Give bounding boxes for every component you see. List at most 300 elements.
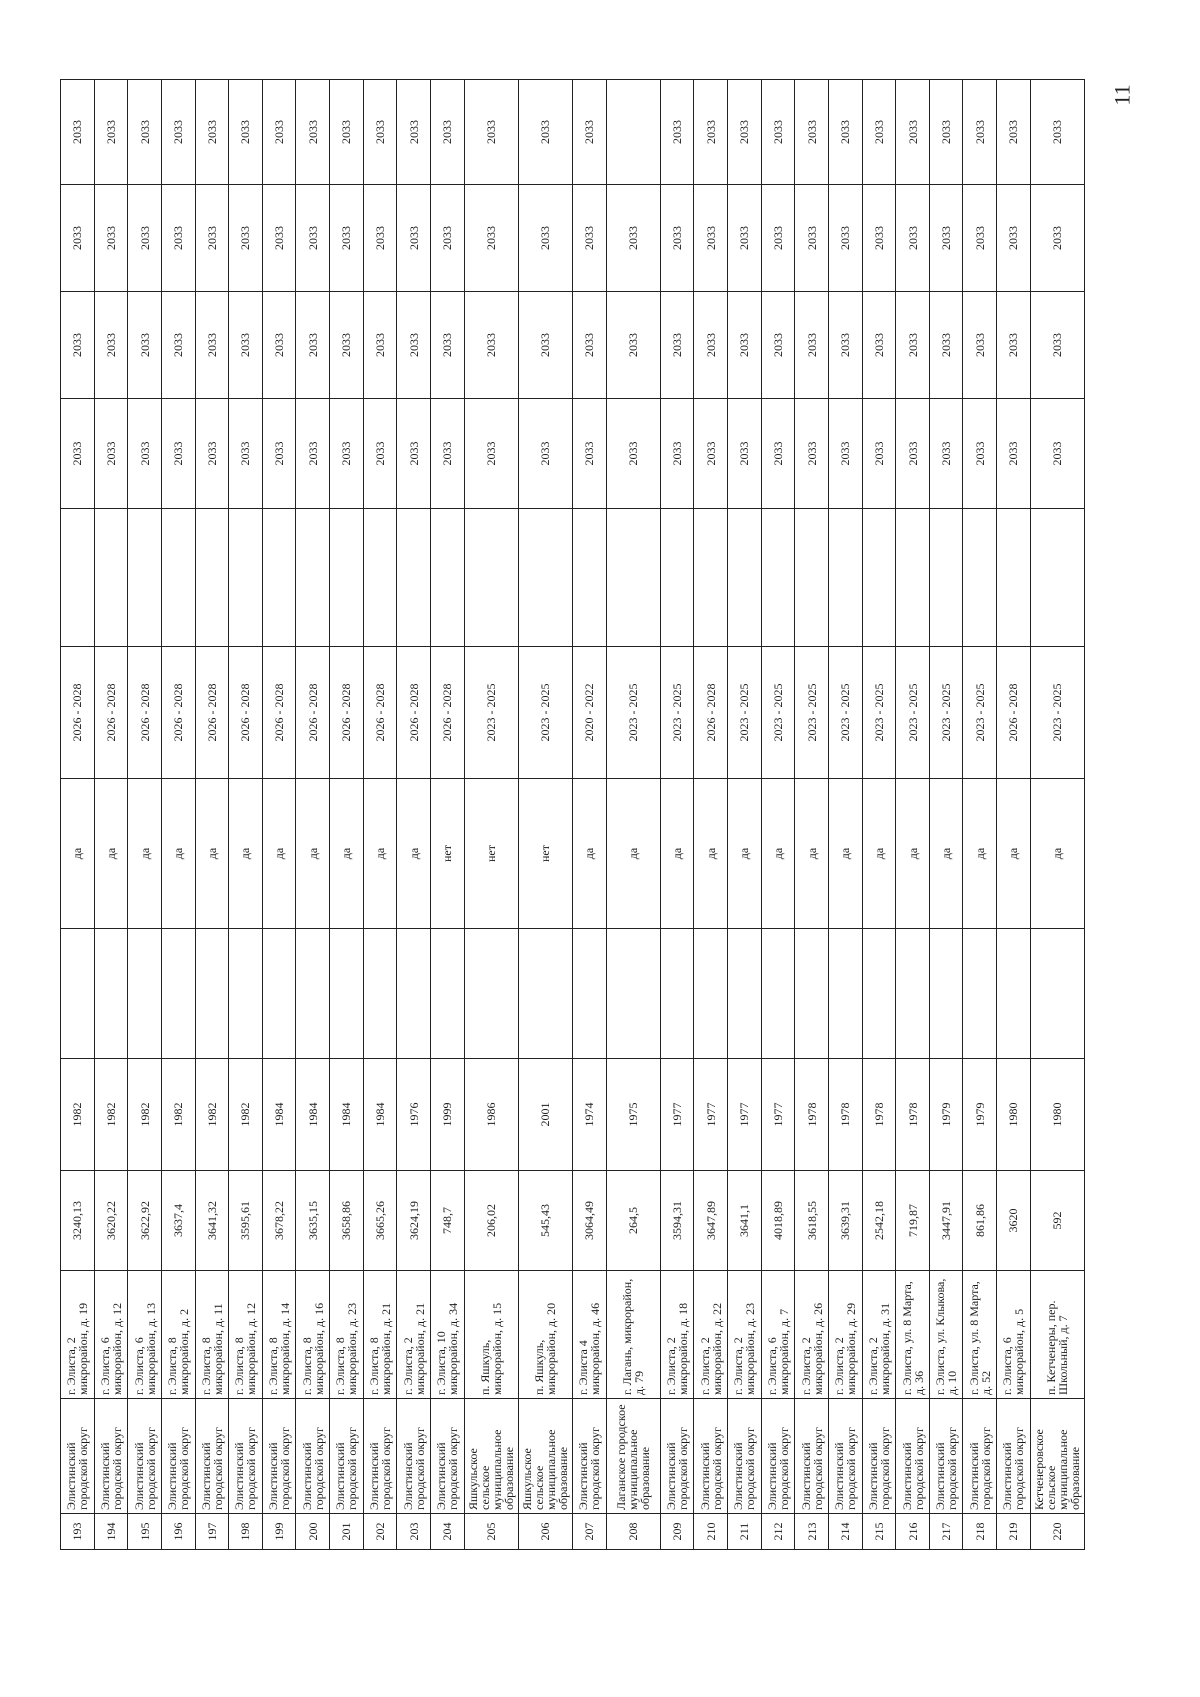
year-cell-3: 2033 — [728, 185, 762, 292]
year-cell-2: 2033 — [397, 292, 431, 399]
area-cell: 719,87 — [896, 1171, 930, 1271]
address-cell: г. Элиста, 8 микрорайон, д. 21 — [363, 1271, 397, 1399]
municipality-cell: Кетченеровское сельское муниципальное образование — [1030, 1399, 1084, 1514]
year-cell-4: 2033 — [761, 80, 795, 185]
year-cell-2: 2033 — [761, 292, 795, 399]
year-cell-1: 2033 — [161, 399, 195, 509]
address-cell: г. Элиста, 2 микрорайон, д. 31 — [862, 1271, 896, 1399]
flag-cell: да — [795, 779, 829, 929]
address-cell: г. Элиста, ул. 8 Марта, д. 36 — [896, 1271, 930, 1399]
year-cell-2: 2033 — [1030, 292, 1084, 399]
housing-repair-table — [60, 79, 1085, 1550]
municipality-cell: Элистинский городской округ — [997, 1399, 1031, 1514]
municipality-cell: Элистинский городской округ — [862, 1399, 896, 1514]
empty-cell — [330, 509, 364, 647]
year-cell-3: 2033 — [195, 185, 229, 292]
year-cell-3: 2033 — [660, 185, 694, 292]
empty-cell — [997, 929, 1031, 1059]
empty-cell — [572, 929, 606, 1059]
year-cell-3: 2033 — [997, 185, 1031, 292]
year-cell-3: 2033 — [128, 185, 162, 292]
empty-cell — [94, 929, 128, 1059]
area-cell: 3641,32 — [195, 1171, 229, 1271]
table-row — [296, 80, 330, 1550]
municipality-cell: Элистинский городской округ — [795, 1399, 829, 1514]
year-cell-2: 2033 — [896, 292, 930, 399]
period-cell: 2023 - 2025 — [862, 647, 896, 779]
year-cell-2: 2033 — [929, 292, 963, 399]
address-cell: г. Элиста, 8 микрорайон, д. 12 — [229, 1271, 263, 1399]
row-number: 213 — [795, 1514, 829, 1550]
municipality-cell: Элистинский городской округ — [397, 1399, 431, 1514]
year-cell-2: 2033 — [606, 292, 660, 399]
year-cell-3: 2033 — [828, 185, 862, 292]
table-row — [195, 80, 229, 1550]
period-cell: 2026 - 2028 — [330, 647, 364, 779]
area-cell: 206,02 — [464, 1171, 518, 1271]
row-number: 209 — [660, 1514, 694, 1550]
build-year-cell: 1984 — [296, 1059, 330, 1171]
year-cell-1: 2033 — [61, 399, 95, 509]
area-cell: 3240,13 — [61, 1171, 95, 1271]
year-cell-4: 2033 — [229, 80, 263, 185]
table-row — [464, 80, 518, 1550]
area-cell: 3639,31 — [828, 1171, 862, 1271]
year-cell-1: 2033 — [262, 399, 296, 509]
empty-cell — [195, 509, 229, 647]
period-cell: 2023 - 2025 — [929, 647, 963, 779]
table-row — [1030, 80, 1084, 1550]
area-cell: 3620 — [997, 1171, 1031, 1271]
row-number: 195 — [128, 1514, 162, 1550]
empty-cell — [430, 509, 464, 647]
year-cell-1: 2033 — [862, 399, 896, 509]
empty-cell — [464, 929, 518, 1059]
period-cell: 2023 - 2025 — [1030, 647, 1084, 779]
period-cell: 2026 - 2028 — [94, 647, 128, 779]
year-cell-3: 2033 — [761, 185, 795, 292]
empty-cell — [161, 509, 195, 647]
year-cell-3: 2033 — [397, 185, 431, 292]
flag-cell: нет — [518, 779, 572, 929]
build-year-cell: 1982 — [94, 1059, 128, 1171]
period-cell: 2026 - 2028 — [262, 647, 296, 779]
build-year-cell: 1980 — [1030, 1059, 1084, 1171]
row-number: 207 — [572, 1514, 606, 1550]
address-cell: г. Элиста, 2 микрорайон, д. 29 — [828, 1271, 862, 1399]
year-cell-3: 2033 — [464, 185, 518, 292]
year-cell-3: 2033 — [1030, 185, 1084, 292]
municipality-cell: Элистинский городской округ — [963, 1399, 997, 1514]
year-cell-1: 2033 — [963, 399, 997, 509]
empty-cell — [795, 929, 829, 1059]
year-cell-1: 2033 — [518, 399, 572, 509]
address-cell: г. Элиста, ул. 8 Марта, д. 52 — [963, 1271, 997, 1399]
build-year-cell: 1982 — [128, 1059, 162, 1171]
period-cell: 2023 - 2025 — [963, 647, 997, 779]
empty-cell — [929, 929, 963, 1059]
row-number: 208 — [606, 1514, 660, 1550]
municipality-cell: Яшкульское сельское муниципальное образование — [464, 1399, 518, 1514]
empty-cell — [161, 929, 195, 1059]
empty-cell — [128, 509, 162, 647]
table-row — [397, 80, 431, 1550]
empty-cell — [572, 509, 606, 647]
table-row — [963, 80, 997, 1550]
area-cell: 3622,92 — [128, 1171, 162, 1271]
empty-cell — [761, 509, 795, 647]
year-cell-1: 2033 — [128, 399, 162, 509]
empty-cell — [296, 929, 330, 1059]
year-cell-2: 2033 — [61, 292, 95, 399]
period-cell: 2023 - 2025 — [660, 647, 694, 779]
period-cell: 2026 - 2028 — [997, 647, 1031, 779]
year-cell-1: 2033 — [1030, 399, 1084, 509]
empty-cell — [518, 509, 572, 647]
flag-cell: да — [195, 779, 229, 929]
address-cell: г. Элиста, 8 микрорайон, д. 23 — [330, 1271, 364, 1399]
table-row — [694, 80, 728, 1550]
year-cell-3: 2033 — [896, 185, 930, 292]
municipality-cell: Элистинский городской округ — [296, 1399, 330, 1514]
row-number: 202 — [363, 1514, 397, 1550]
period-cell: 2023 - 2025 — [828, 647, 862, 779]
empty-cell — [828, 929, 862, 1059]
year-cell-4: 2033 — [862, 80, 896, 185]
row-number: 201 — [330, 1514, 364, 1550]
period-cell: 2023 - 2025 — [795, 647, 829, 779]
row-number: 219 — [997, 1514, 1031, 1550]
municipality-cell: Лаганское городское муниципальное образование — [606, 1399, 660, 1514]
table-row — [896, 80, 930, 1550]
empty-cell — [61, 509, 95, 647]
flag-cell: да — [828, 779, 862, 929]
municipality-cell: Элистинский городской округ — [161, 1399, 195, 1514]
municipality-cell: Элистинский городской округ — [430, 1399, 464, 1514]
row-number: 193 — [61, 1514, 95, 1550]
year-cell-4: 2033 — [795, 80, 829, 185]
row-number: 211 — [728, 1514, 762, 1550]
period-cell: 2023 - 2025 — [464, 647, 518, 779]
table-row — [728, 80, 762, 1550]
area-cell: 3678,22 — [262, 1171, 296, 1271]
year-cell-1: 2033 — [828, 399, 862, 509]
row-number: 214 — [828, 1514, 862, 1550]
build-year-cell: 1982 — [195, 1059, 229, 1171]
table-row — [518, 80, 572, 1550]
address-cell: г. Элиста, 8 микрорайон, д. 2 — [161, 1271, 195, 1399]
rotated-page-content — [60, 80, 1085, 1550]
year-cell-3: 2033 — [862, 185, 896, 292]
flag-cell: да — [94, 779, 128, 929]
build-year-cell: 1974 — [572, 1059, 606, 1171]
year-cell-2: 2033 — [296, 292, 330, 399]
period-cell: 2023 - 2025 — [606, 647, 660, 779]
year-cell-4: 2033 — [997, 80, 1031, 185]
empty-cell — [430, 929, 464, 1059]
table-row — [430, 80, 464, 1550]
build-year-cell: 1975 — [606, 1059, 660, 1171]
flag-cell: да — [997, 779, 1031, 929]
year-cell-2: 2033 — [363, 292, 397, 399]
municipality-cell: Элистинский городской округ — [195, 1399, 229, 1514]
empty-cell — [296, 509, 330, 647]
table-row — [828, 80, 862, 1550]
row-number: 200 — [296, 1514, 330, 1550]
build-year-cell: 1979 — [929, 1059, 963, 1171]
year-cell-4: 2033 — [296, 80, 330, 185]
table-row — [363, 80, 397, 1550]
period-cell: 2026 - 2028 — [195, 647, 229, 779]
municipality-cell: Элистинский городской округ — [929, 1399, 963, 1514]
period-cell: 2026 - 2028 — [296, 647, 330, 779]
empty-cell — [128, 929, 162, 1059]
year-cell-4: 2033 — [828, 80, 862, 185]
area-cell: 3658,86 — [330, 1171, 364, 1271]
year-cell-1: 2033 — [296, 399, 330, 509]
build-year-cell: 1984 — [262, 1059, 296, 1171]
build-year-cell: 1984 — [363, 1059, 397, 1171]
table-row — [161, 80, 195, 1550]
table-row — [761, 80, 795, 1550]
year-cell-4: 2033 — [896, 80, 930, 185]
row-number: 197 — [195, 1514, 229, 1550]
flag-cell: да — [862, 779, 896, 929]
year-cell-2: 2033 — [128, 292, 162, 399]
year-cell-1: 2033 — [694, 399, 728, 509]
address-cell: г. Элиста, 6 микрорайон, д. 5 — [997, 1271, 1031, 1399]
area-cell: 3064,49 — [572, 1171, 606, 1271]
year-cell-4: 2033 — [518, 80, 572, 185]
year-cell-1: 2033 — [929, 399, 963, 509]
empty-cell — [963, 929, 997, 1059]
flag-cell: да — [229, 779, 263, 929]
year-cell-4: 2033 — [572, 80, 606, 185]
year-cell-1: 2033 — [430, 399, 464, 509]
address-cell: г. Элиста 4 микрорайон, д. 46 — [572, 1271, 606, 1399]
year-cell-4: 2033 — [195, 80, 229, 185]
year-cell-2: 2033 — [828, 292, 862, 399]
empty-cell — [397, 509, 431, 647]
year-cell-1: 2033 — [195, 399, 229, 509]
row-number: 210 — [694, 1514, 728, 1550]
address-cell: г. Элиста, 2 микрорайон, д. 21 — [397, 1271, 431, 1399]
table-body — [61, 80, 1085, 1550]
year-cell-1: 2033 — [728, 399, 762, 509]
address-cell: г. Элиста, 2 микрорайон, д. 19 — [61, 1271, 95, 1399]
address-cell: г. Элиста, 8 микрорайон, д. 11 — [195, 1271, 229, 1399]
area-cell: 545,43 — [518, 1171, 572, 1271]
year-cell-3: 2033 — [61, 185, 95, 292]
year-cell-3: 2033 — [94, 185, 128, 292]
year-cell-4: 2033 — [694, 80, 728, 185]
flag-cell: нет — [430, 779, 464, 929]
flag-cell: да — [161, 779, 195, 929]
area-cell: 264,5 — [606, 1171, 660, 1271]
flag-cell: да — [128, 779, 162, 929]
empty-cell — [94, 509, 128, 647]
year-cell-3: 2033 — [430, 185, 464, 292]
flag-cell: да — [896, 779, 930, 929]
year-cell-4: 2033 — [128, 80, 162, 185]
row-number: 199 — [262, 1514, 296, 1550]
period-cell: 2026 - 2028 — [128, 647, 162, 779]
year-cell-4 — [606, 80, 660, 185]
year-cell-2: 2033 — [464, 292, 518, 399]
flag-cell: да — [363, 779, 397, 929]
page-number: 11 — [1109, 84, 1135, 106]
municipality-cell: Яшкульское сельское муниципальное образование — [518, 1399, 572, 1514]
year-cell-4: 2033 — [330, 80, 364, 185]
empty-cell — [828, 509, 862, 647]
empty-cell — [229, 509, 263, 647]
year-cell-3: 2033 — [262, 185, 296, 292]
year-cell-3: 2033 — [963, 185, 997, 292]
empty-cell — [330, 929, 364, 1059]
year-cell-1: 2033 — [896, 399, 930, 509]
flag-cell: да — [963, 779, 997, 929]
table-row — [795, 80, 829, 1550]
flag-cell: да — [262, 779, 296, 929]
flag-cell: да — [728, 779, 762, 929]
municipality-cell: Элистинский городской округ — [61, 1399, 95, 1514]
address-cell: г. Элиста, 6 микрорайон, д. 12 — [94, 1271, 128, 1399]
empty-cell — [1030, 509, 1084, 647]
year-cell-1: 2033 — [660, 399, 694, 509]
year-cell-2: 2033 — [430, 292, 464, 399]
build-year-cell: 2001 — [518, 1059, 572, 1171]
empty-cell — [728, 929, 762, 1059]
build-year-cell: 1980 — [997, 1059, 1031, 1171]
year-cell-3: 2033 — [363, 185, 397, 292]
period-cell: 2020 - 2022 — [572, 647, 606, 779]
municipality-cell: Элистинский городской округ — [761, 1399, 795, 1514]
empty-cell — [862, 929, 896, 1059]
year-cell-1: 2033 — [997, 399, 1031, 509]
area-cell: 748,7 — [430, 1171, 464, 1271]
flag-cell: да — [296, 779, 330, 929]
row-number: 220 — [1030, 1514, 1084, 1550]
area-cell: 861,86 — [963, 1171, 997, 1271]
period-cell: 2026 - 2028 — [430, 647, 464, 779]
empty-cell — [397, 929, 431, 1059]
period-cell: 2023 - 2025 — [728, 647, 762, 779]
year-cell-3: 2033 — [518, 185, 572, 292]
address-cell: г. Элиста, 2 микрорайон, д. 18 — [660, 1271, 694, 1399]
table-row — [229, 80, 263, 1550]
year-cell-3: 2033 — [330, 185, 364, 292]
empty-cell — [660, 929, 694, 1059]
build-year-cell: 1978 — [795, 1059, 829, 1171]
build-year-cell: 1982 — [229, 1059, 263, 1171]
year-cell-4: 2033 — [397, 80, 431, 185]
municipality-cell: Элистинский городской округ — [262, 1399, 296, 1514]
year-cell-2: 2033 — [997, 292, 1031, 399]
empty-cell — [464, 509, 518, 647]
area-cell: 3641,1 — [728, 1171, 762, 1271]
address-cell: г. Элиста, 6 микрорайон, д. 7 — [761, 1271, 795, 1399]
empty-cell — [518, 929, 572, 1059]
area-cell: 592 — [1030, 1171, 1084, 1271]
build-year-cell: 1978 — [862, 1059, 896, 1171]
table-row — [660, 80, 694, 1550]
year-cell-4: 2033 — [430, 80, 464, 185]
year-cell-4: 2033 — [963, 80, 997, 185]
flag-cell: да — [660, 779, 694, 929]
row-number: 218 — [963, 1514, 997, 1550]
year-cell-3: 2033 — [694, 185, 728, 292]
address-cell: г. Элиста, 2 микрорайон, д. 22 — [694, 1271, 728, 1399]
build-year-cell: 1984 — [330, 1059, 364, 1171]
empty-cell — [929, 509, 963, 647]
row-number: 204 — [430, 1514, 464, 1550]
year-cell-2: 2033 — [963, 292, 997, 399]
row-number: 194 — [94, 1514, 128, 1550]
year-cell-1: 2033 — [229, 399, 263, 509]
year-cell-4: 2033 — [61, 80, 95, 185]
row-number: 212 — [761, 1514, 795, 1550]
municipality-cell: Элистинский городской округ — [896, 1399, 930, 1514]
table-row — [997, 80, 1031, 1550]
year-cell-3: 2033 — [929, 185, 963, 292]
period-cell: 2023 - 2025 — [518, 647, 572, 779]
address-cell: п. Яшкуль, микрорайон, д. 20 — [518, 1271, 572, 1399]
area-cell: 3618,55 — [795, 1171, 829, 1271]
build-year-cell: 1999 — [430, 1059, 464, 1171]
year-cell-4: 2033 — [161, 80, 195, 185]
flag-cell: да — [929, 779, 963, 929]
empty-cell — [728, 509, 762, 647]
year-cell-1: 2033 — [464, 399, 518, 509]
area-cell: 3594,31 — [660, 1171, 694, 1271]
empty-cell — [963, 509, 997, 647]
table-row — [572, 80, 606, 1550]
area-cell: 3447,91 — [929, 1171, 963, 1271]
year-cell-2: 2033 — [660, 292, 694, 399]
build-year-cell: 1977 — [660, 1059, 694, 1171]
year-cell-3: 2033 — [572, 185, 606, 292]
flag-cell: да — [694, 779, 728, 929]
year-cell-1: 2033 — [795, 399, 829, 509]
year-cell-1: 2033 — [606, 399, 660, 509]
table-row — [606, 80, 660, 1550]
year-cell-1: 2033 — [363, 399, 397, 509]
table-row — [128, 80, 162, 1550]
address-cell: г. Лагань, микрорайон, д. 79 — [606, 1271, 660, 1399]
address-cell: г. Элиста, 2 микрорайон, д. 26 — [795, 1271, 829, 1399]
area-cell: 3647,89 — [694, 1171, 728, 1271]
empty-cell — [694, 929, 728, 1059]
year-cell-2: 2033 — [728, 292, 762, 399]
table-row — [330, 80, 364, 1550]
build-year-cell: 1978 — [896, 1059, 930, 1171]
flag-cell: да — [761, 779, 795, 929]
year-cell-4: 2033 — [1030, 80, 1084, 185]
year-cell-4: 2033 — [728, 80, 762, 185]
empty-cell — [262, 929, 296, 1059]
build-year-cell: 1977 — [694, 1059, 728, 1171]
address-cell: п. Яшкуль, микрорайон, д. 15 — [464, 1271, 518, 1399]
year-cell-1: 2033 — [761, 399, 795, 509]
year-cell-2: 2033 — [518, 292, 572, 399]
year-cell-3: 2033 — [161, 185, 195, 292]
year-cell-1: 2033 — [397, 399, 431, 509]
row-number: 196 — [161, 1514, 195, 1550]
period-cell: 2026 - 2028 — [161, 647, 195, 779]
year-cell-3: 2033 — [229, 185, 263, 292]
flag-cell: да — [330, 779, 364, 929]
flag-cell: да — [1030, 779, 1084, 929]
